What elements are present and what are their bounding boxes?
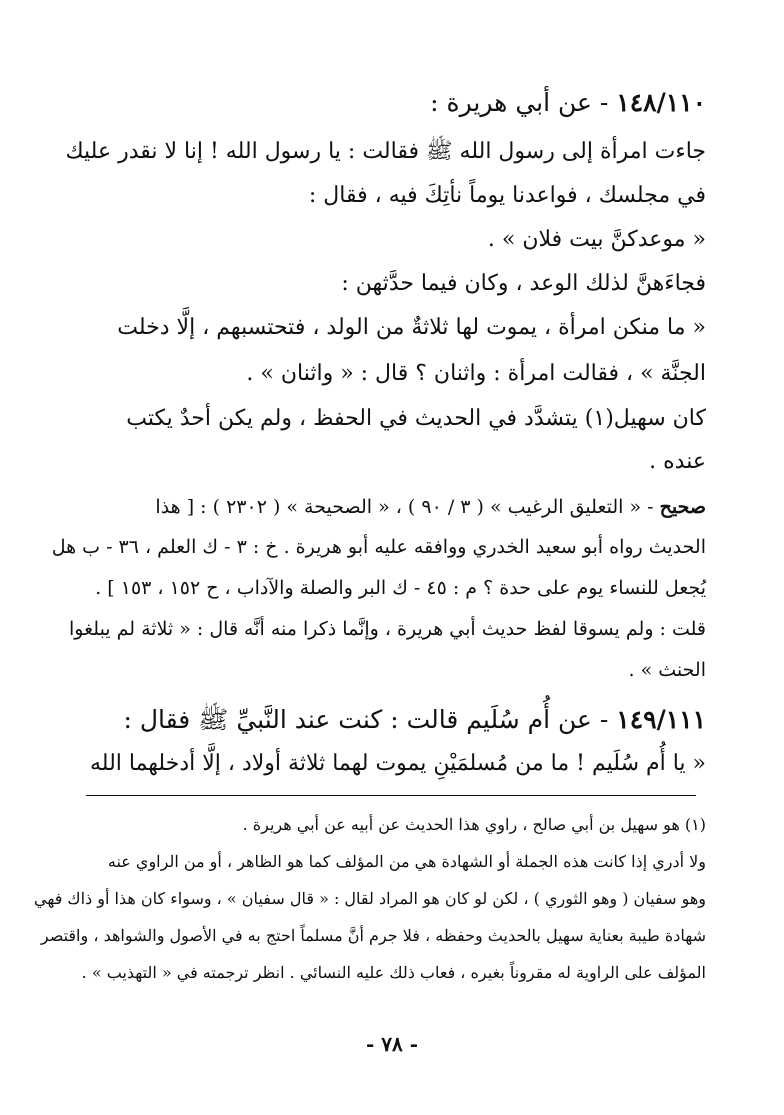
hadith-110-line-5: « ما منكن امرأة ، يموت لها ثلاثةٌ من الولد ، فتحتسبهم ، إلَّا دخلت [117, 315, 706, 340]
hadith-110-line-2: في مجلسك ، فواعدنا يوماً نأتِكَ فيه ، فقال : [308, 183, 706, 208]
grading-line-3: يُجعل للنساء يوم على حدة ؟ م : ٤٥ - ك البر والصلة والآداب ، ح ١٥٢ ، ١٥٣ ] . [95, 577, 706, 599]
hadith-110-line-8: عنده . [649, 449, 706, 474]
grading-label: صحيح [659, 496, 706, 518]
hadith-110-number: ١٤٨/١١٠ [616, 88, 706, 117]
footnote-separator [86, 795, 696, 796]
hadith-110-line-6: الجنَّة » ، فقالت امرأة : واثنان ؟ قال : « واثنان » . [246, 361, 706, 386]
hadith-111-heading-text: - عن أُم سُلَيم قالت : كنت عند النَّبيِّ ﷺ فقال : [123, 705, 617, 734]
footnote-1: (١) هو سهيل بن أبي صالح ، راوي هذا الحديث عن أبيه عن أبي هريرة . [242, 815, 706, 834]
hadith-110-heading [78, 88, 706, 118]
hadith-110-line-4: فجاءَهنَّ لذلك الوعد ، وكان فيما حدَّثهن : [341, 271, 706, 296]
footnote-line-4: شهادة طيبة بعناية سهيل بالحديث وحفظه ، فلا جرم أنَّ مسلماً احتج به في الأصول والشواهد ، واقتصر [40, 926, 706, 945]
grading-note-1: قلت : ولم يسوقا لفظ حديث أبي هريرة ، وإنَّما ذكرا منه أنَّه قال : « ثلاثة لم يبلغوا [69, 618, 706, 640]
footnote-line-2: ولا أدري إذا كانت هذه الجملة أو الشهادة هي من المؤلف كما هو الظاهر ، أو من الراوي عنه [107, 852, 706, 871]
hadith-110-line-3: « موعدكنَّ بيت فلان » . [487, 227, 706, 252]
hadith-110-line-7: كان سهيل(١) يتشدَّد في الحديث في الحفظ ، ولم يكن أحدٌ يكتب [126, 406, 706, 431]
hadith-111-heading [78, 705, 706, 735]
footnote-line-3: وهو سفيان ( وهو الثوري ) ، لكن لو كان هو المراد لقال : « قال سفيان » ، وسواء كان هذا أو ذاك فهي [33, 889, 706, 908]
grading-sources: - « التعليق الرغيب » ( ٣ / ٩٠ ) ، « الصحيحة » ( ٢٣٠٢ ) : [ هذا [155, 496, 660, 518]
hadith-111-line-1: « يا أُم سُلَيم ! ما من مُسلمَيْنِ يموت لهما ثلاثة أولاد ، إلَّا أدخلهما الله [89, 751, 706, 776]
grading-line-1 [78, 496, 706, 519]
hadith-110-heading-text: - عن أبي هريرة : [430, 88, 617, 117]
hadith-110-line-1: جاءت امرأة إلى رسول الله ﷺ فقالت : يا رسول الله ! إنا لا نقدر عليك [65, 139, 706, 164]
page-number: - ٧٨ - [365, 1032, 418, 1056]
hadith-111-number: ١٤٩/١١١ [616, 705, 706, 734]
grading-note-2: الحنث » . [628, 659, 706, 681]
grading-line-2: الحديث رواه أبو سعيد الخدري ووافقه عليه أبو هريرة . خ : ٣ - ك العلم ، ٣٦ - ب هل [51, 536, 706, 558]
footnote-line-5: المؤلف على الراوية له مقروناً بغيره ، فعاب ذلك عليه النسائي . انظر ترجمته في « التهذيب » . [81, 963, 706, 982]
